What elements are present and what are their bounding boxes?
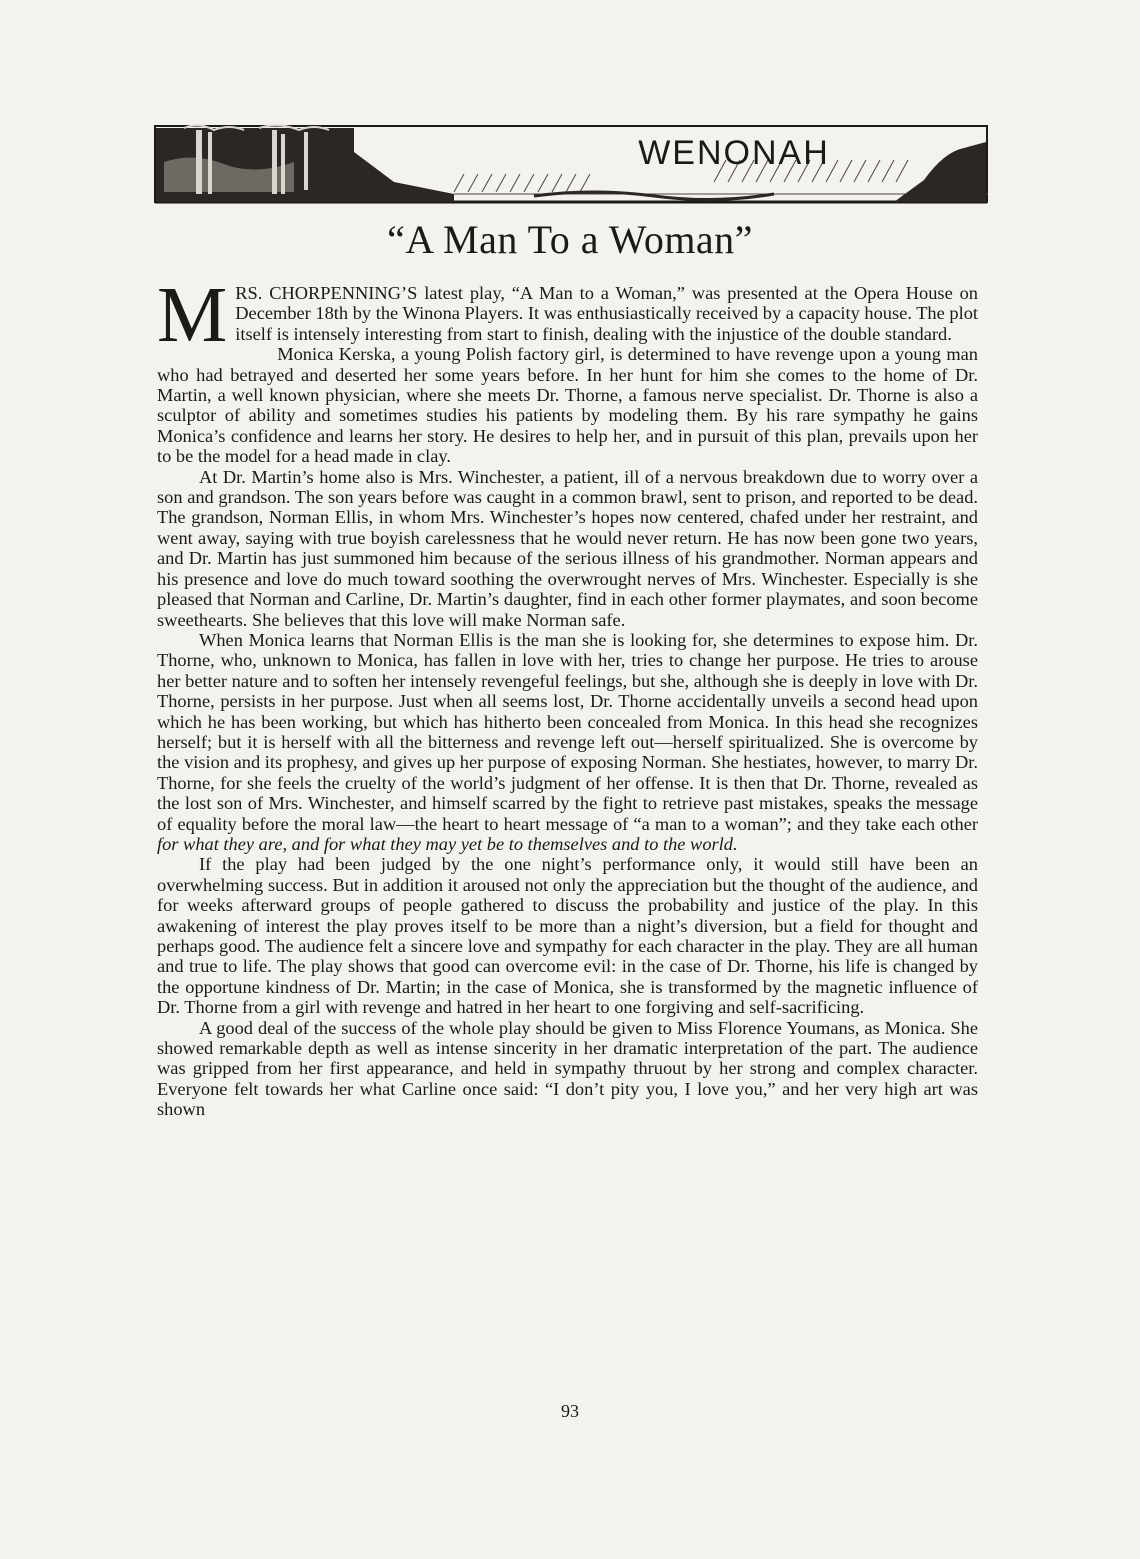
paragraph-6: A good deal of the success of the whole play should be given to Miss Florence Youmans, as Monica. She showed remarkable depth as well as intense sincerity in her dramatic interpretation of the part. The audience was gripped from her first appearance, and held in sympathy thruout by her strong and complex character. Everyone felt towards her what Carline once said: “I don’t pity you, I love you,” and her very high art was shown bbox=[157, 1017, 978, 1120]
paragraph-4-text: When Monica learns that Norman Ellis is the man she is looking for, she determines to expose him. Dr. Thorne, who, unknown to Monica, has fallen in love with her, tries to change her purpose. He tries to arouse her better nature and to soften her intensely revengeful feelings, but she, although she is deeply in love with Dr. Thorne, persists in her purpose. Just when all seems lost, Dr. Thorne accidentally unveils a second head upon which he has been working, but which has hitherto been concealed from Monica. In this head she recognizes herself; but it is herself with all the bitterness and revenge left out—herself spiritualized. She is overcome by the vision and its prophesy, and gives up her purpose of exposing Norman. She hestiates, however, to marry Dr. Thorne, for she feels the cruelty of the world’s judgment of her offense. It is then that Dr. Thorne, revealed as the lost son of Mrs. Winchester, and himself scarred by the fight to retrieve past mistakes, speaks the message of equality before the moral law—the heart to heart message of “a man to a woman”; and they take each other bbox=[157, 629, 978, 834]
paragraph-1 bbox=[157, 272, 978, 359]
paragraph-4 bbox=[157, 630, 978, 854]
article-title: “A Man To a Woman” bbox=[387, 217, 753, 262]
paragraph-1-text: RS. CHORPENNING’S latest play, “A Man to a Woman,” was presented at the Opera House on December 18th by the Winona Players. It was enthusiastically received by a capacity house. The plot itself is intensely interesting from start to finish, dealing with the injustice of the double standard. bbox=[235, 283, 978, 344]
page-number: 93 bbox=[561, 1401, 579, 1421]
paragraph-2: Monica Kerska, a young Polish factory girl, is determined to have revenge upon a young man who had betrayed and deserted her some years before. In her hunt for him she comes to the home of Dr. Martin, a well known physician, where she meets Dr. Thorne, a famous nerve specialist. Dr. Thorne is also a sculptor of ability and sometimes studies his patients by modeling them. By his rare sympathy he gains Monica’s confidence and learns her story. He desires to help her, and in pursuit of this plan, prevails upon her to be the model for a head made in clay. bbox=[157, 344, 978, 467]
paragraph-5: If the play had been judged by the one night’s performance only, it would still have been an overwhelming success. But in addition it aroused not only the appreciation but the thought of the audience, and for weeks afterward groups of people gathered to discuss the probability and justice of the play. In this awakening of interest the play proves itself to be more than a night’s diversion, but a field for thought and perhaps good. The audience felt a sincere love and sympathy for each character in the play. They are all human and true to life. The play shows that good can overcome evil: in the case of Dr. Thorne, his life is changed by the opportune kindness of Dr. Martin; in the case of Monica, she is transformed by the magnetic influence of Dr. Thorne from a girl with revenge and hatred in her heart to one forgiving and self-sacrificing. bbox=[157, 854, 978, 1018]
paragraph-3: At Dr. Martin’s home also is Mrs. Winchester, a patient, ill of a nervous breakdown due to worry over a son and grandson. The son years before was caught in a common brawl, sent to prison, and reported to be dead. The grandson, Norman Ellis, in whom Mrs. Winchester’s hopes now centered, chafed under her restraint, and went away, saying with true boyish carelessness that he would never return. He has now been gone two years, and Dr. Martin has just summoned him because of the serious illness of his grandmother. Norman appears and his presence and love do much toward soothing the overwrought nerves of Mrs. Winchester. Especially is she pleased that Norman and Carline, Dr. Martin’s daughter, find in each other former playmates, and soon become sweethearts. She believes that this love will make Norman safe. bbox=[157, 466, 978, 630]
paragraph-4-italic: for what they are, and for what they may yet be to themselves and to the world. bbox=[157, 833, 738, 854]
article-body bbox=[157, 272, 978, 1120]
drop-cap: M bbox=[157, 272, 228, 359]
header-banner bbox=[154, 122, 988, 206]
masthead-text: WENONAH bbox=[638, 134, 830, 172]
banner-illustration bbox=[154, 122, 988, 206]
